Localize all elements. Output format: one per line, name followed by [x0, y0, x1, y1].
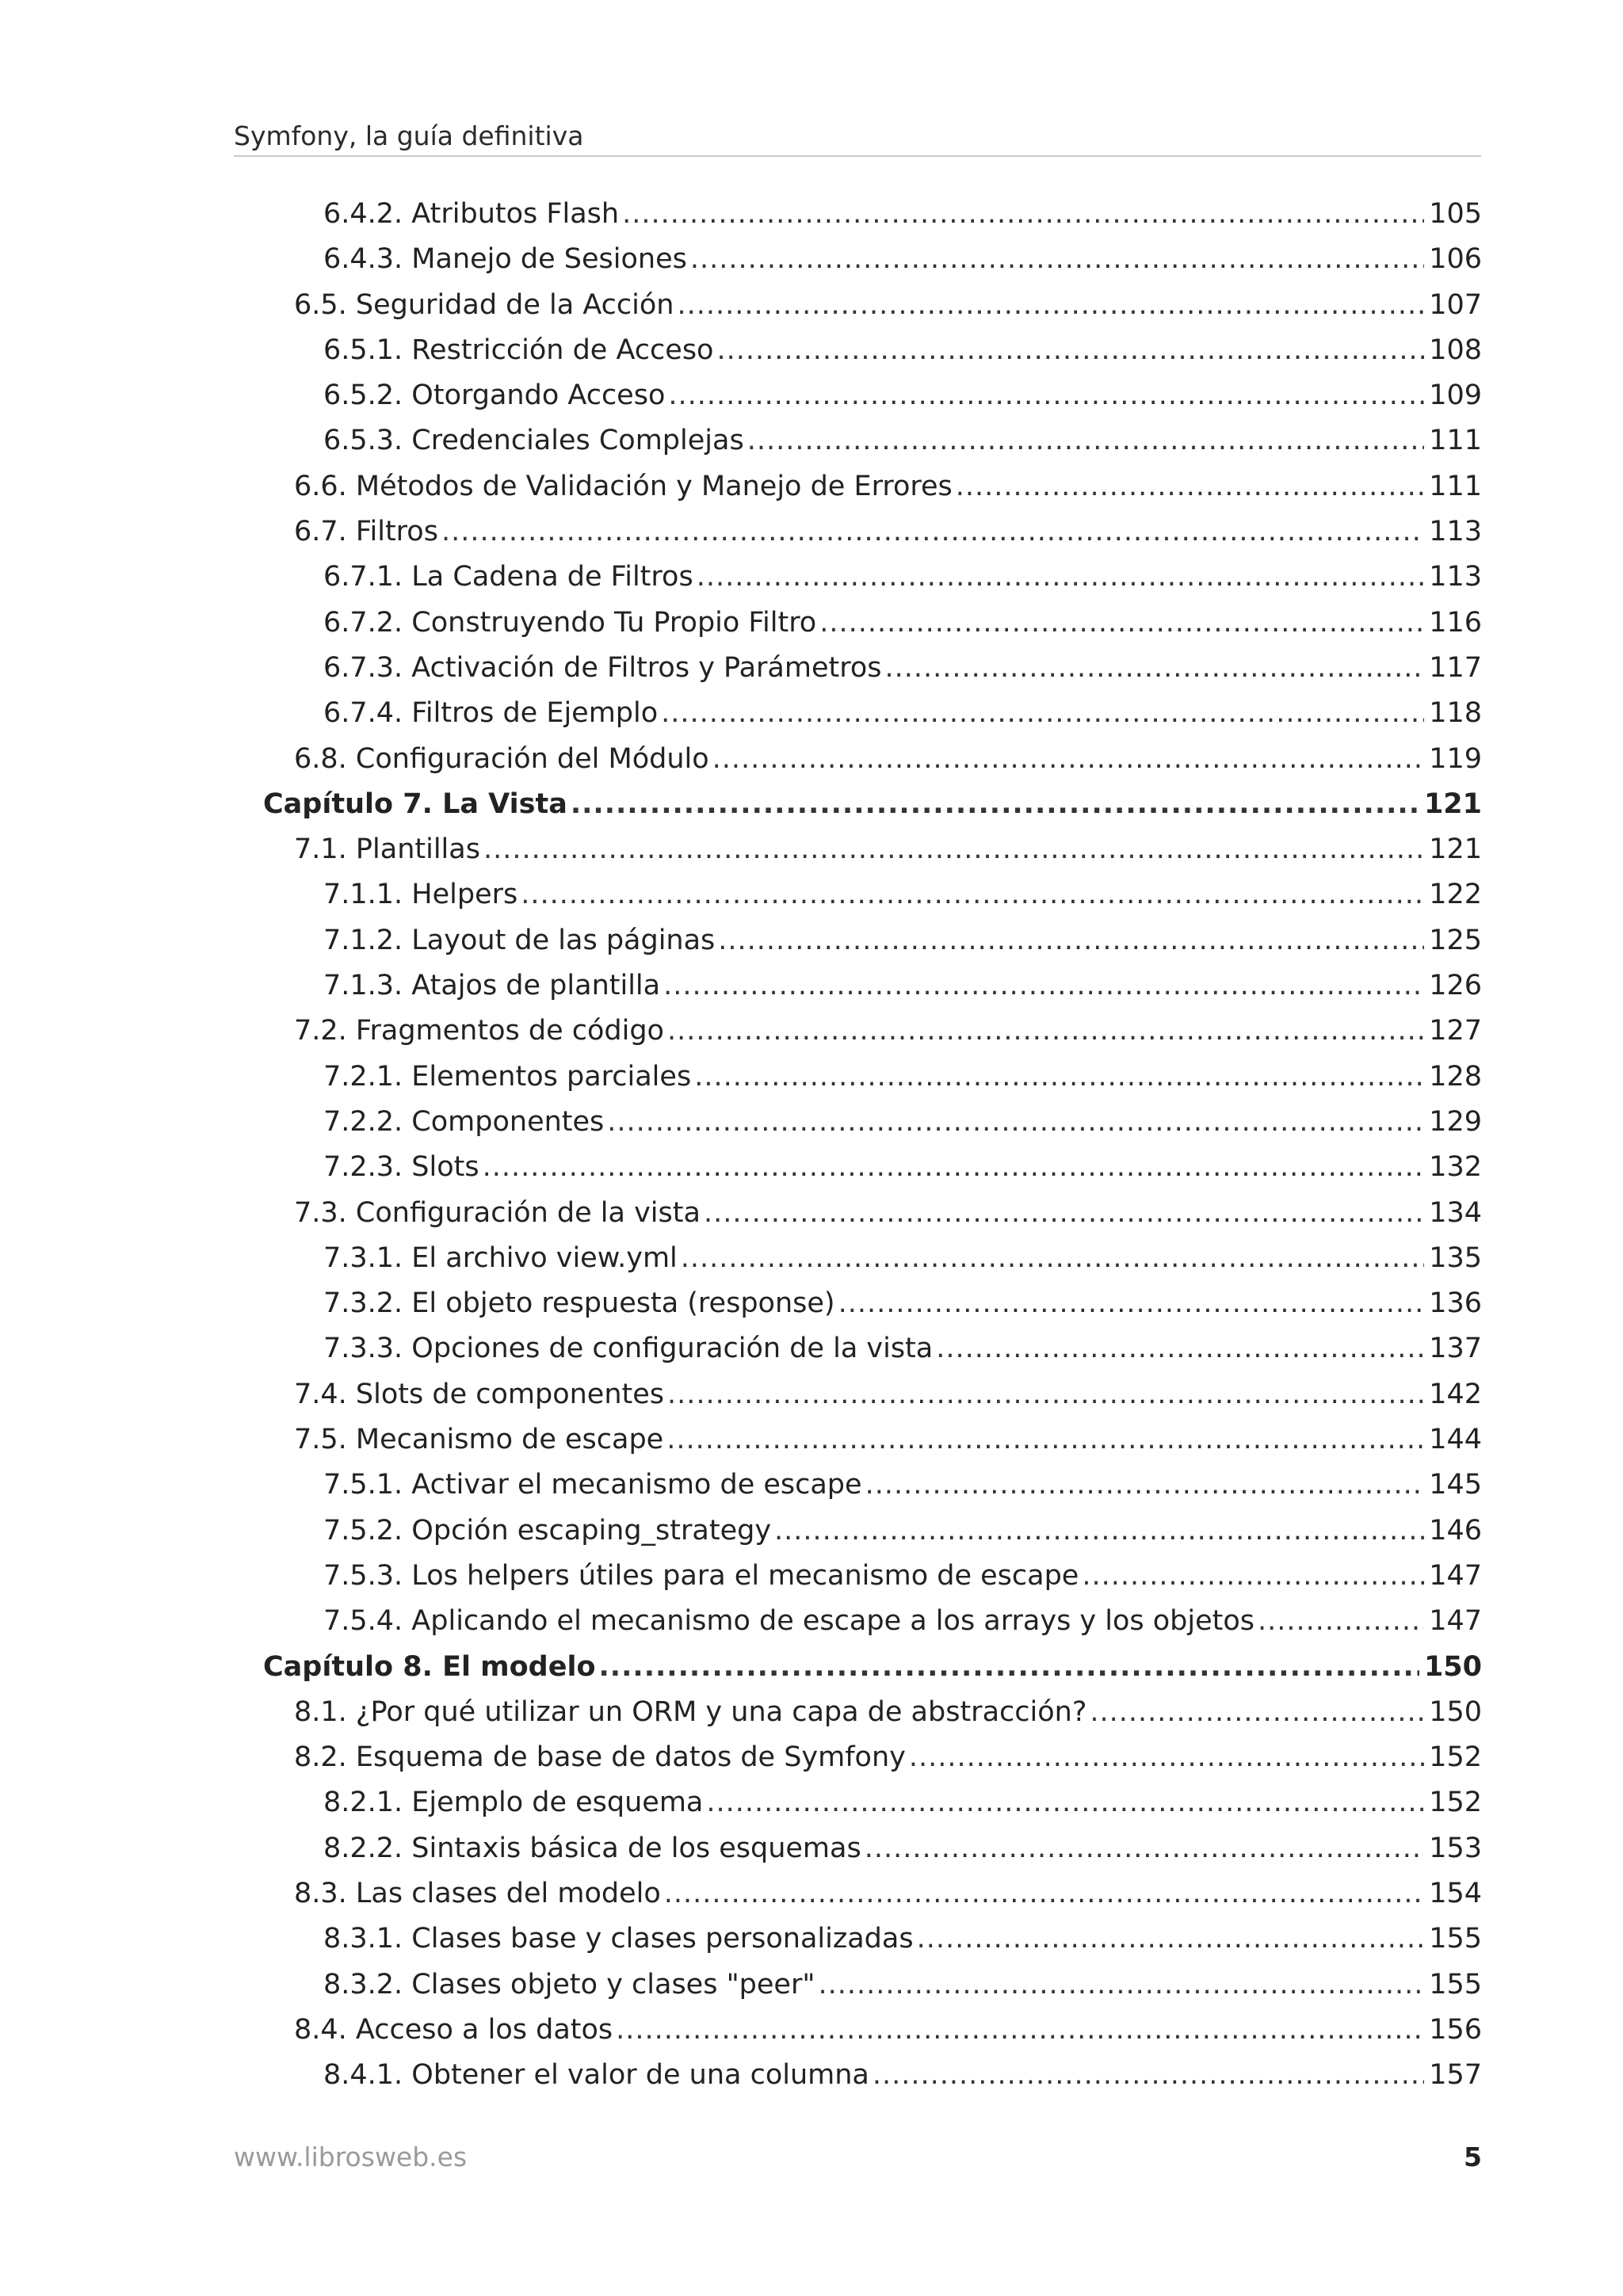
toc-dot-leader: [622, 192, 1424, 237]
toc-entry-page: 136: [1429, 1287, 1482, 1320]
toc-entry-page: 106: [1429, 243, 1482, 276]
toc-entry-page: 129: [1429, 1105, 1482, 1138]
toc-entry-title: 8.3. Las clases del modelo: [294, 1877, 661, 1909]
toc-dot-leader: [818, 1962, 1424, 2008]
toc-dot-leader: [616, 2008, 1424, 2053]
toc-entry[interactable]: [0, 737, 1623, 782]
toc-entry[interactable]: [0, 1417, 1623, 1463]
toc-entry[interactable]: [0, 1735, 1623, 1780]
toc-dot-leader: [483, 827, 1424, 872]
toc-entry-page: 109: [1429, 379, 1482, 412]
toc-entry[interactable]: [0, 1463, 1623, 1508]
toc-entry[interactable]: [0, 1554, 1623, 1599]
toc-entry[interactable]: [0, 464, 1623, 509]
toc-entry[interactable]: [0, 872, 1623, 917]
toc-entry-page: 150: [1423, 1650, 1482, 1683]
toc-entry-title: 6.5.3. Credenciales Complejas: [323, 425, 744, 457]
toc-entry[interactable]: [0, 691, 1623, 736]
toc-dot-leader: [678, 283, 1425, 328]
toc-entry[interactable]: [0, 2053, 1623, 2098]
toc-entry-page: 111: [1429, 470, 1482, 502]
toc-dot-leader: [1082, 1554, 1424, 1599]
toc-dot-leader: [706, 1780, 1424, 1825]
toc-entry-page: 156: [1429, 2013, 1482, 2046]
toc-entry[interactable]: [0, 963, 1623, 1009]
toc-entry-title: 7.1.1. Helpers: [323, 879, 518, 911]
toc-entry-page: 121: [1423, 788, 1482, 820]
toc-dot-leader: [884, 646, 1424, 691]
toc-dot-leader: [774, 1508, 1424, 1554]
toc-entry-page: 113: [1429, 561, 1482, 593]
toc-entry-page: 121: [1429, 833, 1482, 866]
toc-entry[interactable]: [0, 1690, 1623, 1735]
toc-entry-title: 7.2.3. Slots: [323, 1151, 479, 1184]
toc-entry-page: 145: [1429, 1469, 1482, 1501]
toc-entry-page: 147: [1429, 1559, 1482, 1592]
toc-entry-page: 126: [1429, 970, 1482, 1002]
toc-entry-title: 6.8. Configuración del Módulo: [294, 742, 709, 775]
toc-entry-title: 7.2.2. Componentes: [323, 1105, 605, 1138]
toc-dot-leader: [718, 918, 1424, 963]
toc-entry-title: 7.5. Mecanismo de escape: [294, 1424, 664, 1456]
toc-entry-title: 6.7.3. Activación de Filtros y Parámetros: [323, 651, 882, 684]
toc-entry-title: 8.3.1. Clases base y clases personalizadas: [323, 1923, 914, 1955]
toc-dot-leader: [865, 1826, 1424, 1871]
toc-dot-leader: [667, 1009, 1424, 1054]
toc-entry[interactable]: [0, 1191, 1623, 1236]
toc-entry[interactable]: [0, 328, 1623, 373]
toc-entry[interactable]: [0, 1236, 1623, 1281]
toc-entry[interactable]: [0, 646, 1623, 691]
toc-entry[interactable]: [0, 1326, 1623, 1371]
toc-dot-leader: [865, 1463, 1425, 1508]
toc-entry-title: 7.1. Plantillas: [294, 833, 480, 866]
toc-dot-leader: [697, 555, 1425, 600]
toc-entry-title: 7.4. Slots de componentes: [294, 1378, 664, 1410]
toc-dot-leader: [661, 691, 1424, 736]
toc-entry-title: 6.7.1. La Cadena de Filtros: [323, 561, 693, 593]
toc-entry-page: 135: [1429, 1241, 1482, 1274]
toc-entry-page: 147: [1429, 1605, 1482, 1638]
toc-entry-page: 117: [1429, 651, 1482, 684]
toc-entry-title: 7.2. Fragmentos de código: [294, 1015, 664, 1047]
toc-entry-page: 108: [1429, 334, 1482, 366]
toc-entry-page: 125: [1429, 924, 1482, 956]
toc-chapter-entry[interactable]: [0, 1645, 1623, 1690]
toc-entry-title: 7.5.1. Activar el mecanismo de escape: [323, 1469, 862, 1501]
toc-dot-leader: [667, 1372, 1424, 1417]
toc-entry[interactable]: [0, 509, 1623, 555]
toc-entry-title: 7.5.3. Los helpers útiles para el mecanismo de escape: [323, 1559, 1079, 1592]
toc-entry-title: 7.1.2. Layout de las páginas: [323, 924, 716, 956]
toc-entry-page: 155: [1429, 1968, 1482, 2000]
toc-entry[interactable]: [0, 418, 1623, 463]
toc-entry[interactable]: [0, 373, 1623, 418]
toc-entry-page: 154: [1429, 1877, 1482, 1909]
toc-entry-page: 111: [1429, 425, 1482, 457]
toc-dot-leader: [483, 1145, 1425, 1190]
toc-entry-title: 6.7. Filtros: [294, 516, 438, 548]
toc-entry-page: 107: [1429, 288, 1482, 321]
toc-entry-title: 6.7.2. Construyendo Tu Propio Filtro: [323, 606, 817, 639]
toc-dot-leader: [690, 237, 1424, 282]
toc-dot-leader: [607, 1100, 1424, 1145]
toc-entry-page: 137: [1429, 1333, 1482, 1365]
toc-chapter-entry[interactable]: [0, 782, 1623, 827]
toc-entry-title: 7.3.2. El objeto respuesta (response): [323, 1287, 835, 1320]
toc-entry-title: 6.4.3. Manejo de Sesiones: [323, 243, 687, 276]
toc-entry[interactable]: [0, 283, 1623, 328]
toc-entry-page: 150: [1429, 1695, 1482, 1728]
toc-entry-title: 6.5. Seguridad de la Acción: [294, 288, 674, 321]
toc-entry-title: 7.5.4. Aplicando el mecanismo de escape a los arrays y los objetos: [323, 1605, 1255, 1638]
toc-entry[interactable]: [0, 2008, 1623, 2053]
toc-entry-title: 8.2.1. Ejemplo de esquema: [323, 1787, 704, 1819]
toc-entry-page: 132: [1429, 1151, 1482, 1184]
toc-entry-title: Capítulo 7. La Vista: [263, 788, 567, 820]
toc-entry-page: 144: [1429, 1424, 1482, 1456]
toc-entry[interactable]: [0, 1281, 1623, 1326]
toc-entry-title: 6.7.4. Filtros de Ejemplo: [323, 697, 659, 730]
toc-entry[interactable]: [0, 1780, 1623, 1825]
toc-entry-title: 8.2. Esquema de base de datos de Symfony: [294, 1741, 906, 1774]
toc-entry-title: 7.3.1. El archivo view.yml: [323, 1241, 678, 1274]
toc-entry-title: 6.5.1. Restricción de Acceso: [323, 334, 714, 366]
toc-dot-leader: [521, 872, 1424, 917]
toc-entry-title: 8.4.1. Obtener el valor de una columna: [323, 2059, 869, 2092]
toc-entry[interactable]: [0, 918, 1623, 963]
toc-dot-leader: [694, 1055, 1424, 1100]
toc-entry[interactable]: [0, 1826, 1623, 1871]
toc-dot-leader: [668, 373, 1424, 418]
page-number: 5: [1464, 2142, 1482, 2172]
toc-entry[interactable]: [0, 1599, 1623, 1644]
toc-entry-page: 157: [1429, 2059, 1482, 2092]
toc-entry-page: 122: [1429, 879, 1482, 911]
toc-entry[interactable]: [0, 601, 1623, 646]
toc-entry-page: 134: [1429, 1196, 1482, 1229]
toc-entry-page: 152: [1429, 1741, 1482, 1774]
toc-entry-page: 105: [1429, 198, 1482, 230]
toc-dot-leader: [441, 509, 1424, 555]
toc-dot-leader: [873, 2053, 1424, 2098]
toc-dot-leader: [909, 1735, 1424, 1780]
toc-entry-title: 6.4.2. Atributos Flash: [323, 198, 620, 230]
toc-entry-page: 116: [1429, 606, 1482, 639]
toc-dot-leader: [599, 1645, 1419, 1690]
toc-entry-title: 7.3. Configuración de la vista: [294, 1196, 701, 1229]
toc-entry-title: 7.2.1. Elementos parciales: [323, 1060, 692, 1093]
toc-entry-page: 119: [1429, 742, 1482, 775]
toc-entry-title: 7.3.3. Opciones de configuración de la vista: [323, 1333, 934, 1365]
toc-entry-page: 153: [1429, 1832, 1482, 1864]
toc-entry[interactable]: [0, 1009, 1623, 1054]
toc-entry[interactable]: [0, 192, 1623, 237]
toc-entry-title: 8.3.2. Clases objeto y clases "peer": [323, 1968, 815, 2000]
toc-entry[interactable]: [0, 1372, 1623, 1417]
toc-entry[interactable]: [0, 1962, 1623, 2008]
toc-dot-leader: [712, 737, 1425, 782]
toc-dot-leader: [956, 464, 1424, 509]
toc-entry-page: 142: [1429, 1378, 1482, 1410]
toc-dot-leader: [571, 782, 1419, 827]
toc-entry-title: 7.5.2. Opción escaping_strategy: [323, 1514, 772, 1547]
toc-entry-page: 127: [1429, 1015, 1482, 1047]
toc-entry-page: 118: [1429, 697, 1482, 730]
toc-entry-title: 8.1. ¿Por qué utilizar un ORM y una capa de abstracción?: [294, 1695, 1087, 1728]
footer-url: www.librosweb.es: [234, 2142, 468, 2172]
toc-dot-leader: [666, 1417, 1424, 1463]
toc-dot-leader: [1090, 1690, 1424, 1735]
toc-entry[interactable]: [0, 1871, 1623, 1917]
toc-entry-page: 128: [1429, 1060, 1482, 1093]
toc-entry-title: 6.5.2. Otorgando Acceso: [323, 379, 666, 412]
toc-entry-page: 146: [1429, 1514, 1482, 1547]
toc-entry[interactable]: [0, 1145, 1623, 1190]
toc-entry[interactable]: [0, 1055, 1623, 1100]
toc-dot-leader: [936, 1326, 1424, 1371]
toc-dot-leader: [681, 1236, 1424, 1281]
toc-entry-title: 8.4. Acceso a los datos: [294, 2013, 613, 2046]
toc-entry-title: 7.1.3. Atajos de plantilla: [323, 970, 661, 1002]
toc-entry[interactable]: [0, 555, 1623, 600]
toc-entry-title: 6.6. Métodos de Validación y Manejo de Errores: [294, 470, 953, 502]
table-of-contents: [0, 192, 1623, 2098]
toc-dot-leader: [663, 963, 1424, 1009]
toc-dot-leader: [664, 1871, 1424, 1917]
toc-entry[interactable]: [0, 1917, 1623, 1962]
toc-entry-page: 152: [1429, 1787, 1482, 1819]
toc-dot-leader: [1258, 1599, 1424, 1644]
toc-entry[interactable]: [0, 1508, 1623, 1554]
toc-dot-leader: [704, 1191, 1424, 1236]
toc-entry-page: 113: [1429, 516, 1482, 548]
toc-dot-leader: [917, 1917, 1425, 1962]
toc-entry[interactable]: [0, 237, 1623, 282]
toc-entry-title: 8.2.2. Sintaxis básica de los esquemas: [323, 1832, 861, 1864]
toc-dot-leader: [747, 418, 1424, 463]
toc-entry[interactable]: [0, 1100, 1623, 1145]
toc-entry-title: Capítulo 8. El modelo: [263, 1650, 596, 1683]
toc-dot-leader: [819, 601, 1424, 646]
header-divider: [234, 155, 1481, 157]
toc-entry-page: 155: [1429, 1923, 1482, 1955]
toc-dot-leader: [838, 1281, 1425, 1326]
toc-dot-leader: [716, 328, 1424, 373]
toc-entry[interactable]: [0, 827, 1623, 872]
running-header: Symfony, la guía definitiva: [234, 120, 584, 151]
